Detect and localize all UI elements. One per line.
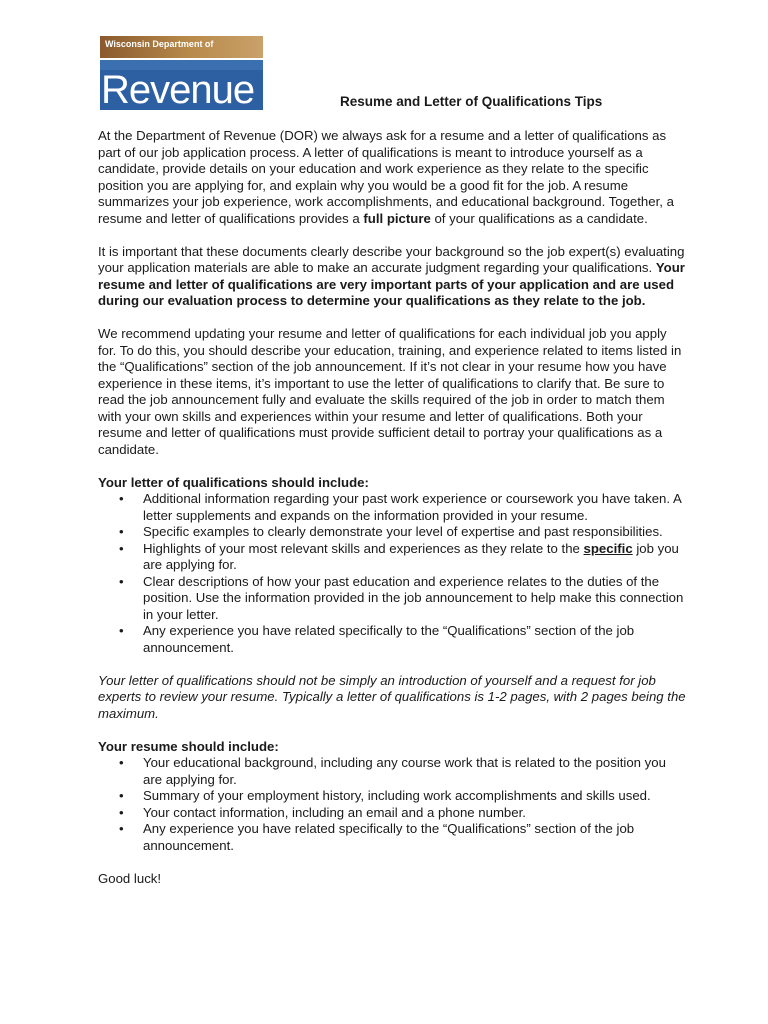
document-body	[98, 128, 688, 887]
letter-note: Your letter of qualifications should not be simply an introduction of yourself and a request for job experts to review your resume. Typically a letter of qualifications is 1-2 pages, with 2 pages being the maximum.	[98, 672, 686, 721]
list-item-text-end: job you are applying for.	[143, 540, 679, 572]
importance-paragraph	[98, 244, 688, 310]
letter-list	[98, 491, 688, 656]
importance-text: It is important that these documents clearly describe your background so the job expert(s) evaluating your application materials are able to make an accurate judgment regarding your qualifications.	[98, 243, 685, 275]
list-item: • Clear descriptions of how your past education and experience relates to the duties of the position. Use the information provided in the job announcement to help make this connection in your letter.	[143, 574, 688, 624]
intro-text: At the Department of Revenue (DOR) we always ask for a resume and a letter of qualifications as part of our job application process. A letter of qualifications is meant to introduce yourself as a candidate, provide details on your education and work experience as they relate to the specific position you are applying for, and explain why you would be a good fit for the job. A resume summarizes your job experience, work accomplishments, and educational background. Together, a resume and letter of qualifications provides a	[98, 128, 674, 226]
letter-heading: Your letter of qualifications should include:	[98, 474, 369, 490]
recommend-paragraph: We recommend updating your resume and letter of qualifications for each individual job you apply for. To do this, you should describe your education, training, and experience related to items listed in the “Qualifications” section of the job announcement. If it’s not clear in your resume how you have experience in these items, it’s important to use the letter of qualifications to clarify that. Be sure to read the job announcement fully and evaluate the skills required of the job in order to match them with your own skills and experiences within your resume and letter of qualifications. Both your resume and letter of qualifications must provide sufficient detail to portray your qualifications as a candidate.	[98, 326, 682, 457]
list-item: • Your educational background, including any course work that is related to the position you are applying for.	[143, 755, 688, 788]
revenue-logo	[100, 36, 263, 110]
logo-wordmark-panel	[100, 70, 263, 110]
logo-agency-text: Wisconsin Department of	[105, 39, 214, 49]
logo-wordmark: Revenue	[101, 68, 255, 110]
list-item: • Additional information regarding your past work experience or coursework you have taken. A letter supplements and expands on the information provided in your resume.	[143, 491, 688, 524]
list-item-text: Highlights of your most relevant skills and experiences as they relate to the	[143, 540, 584, 556]
intro-paragraph	[98, 128, 688, 227]
resume-heading: Your resume should include:	[98, 738, 279, 754]
list-item: • Your contact information, including an email and a phone number.	[143, 805, 688, 822]
specific-emphasis: specific	[583, 540, 633, 556]
list-item: • Any experience you have related specifically to the “Qualifications” section of the job announcement.	[143, 623, 688, 656]
resume-list	[98, 755, 688, 854]
list-item: • Any experience you have related specifically to the “Qualifications” section of the job announcement.	[143, 821, 688, 854]
intro-emphasis: full picture	[363, 210, 431, 226]
list-item: • Specific examples to clearly demonstrate your level of expertise and past responsibilities.	[143, 524, 688, 541]
page-title: Resume and Letter of Qualifications Tips	[340, 94, 603, 109]
intro-text-end: of your qualifications as a candidate.	[430, 210, 648, 226]
closing-text: Good luck!	[98, 870, 162, 886]
list-item	[143, 541, 688, 574]
importance-emphasis: Your resume and letter of qualifications are very important parts of your application and are used during our evaluation process to determine your qualifications as they relate to the job.	[98, 260, 685, 308]
list-item: • Summary of your employment history, including work accomplishments and skills used.	[143, 788, 688, 805]
